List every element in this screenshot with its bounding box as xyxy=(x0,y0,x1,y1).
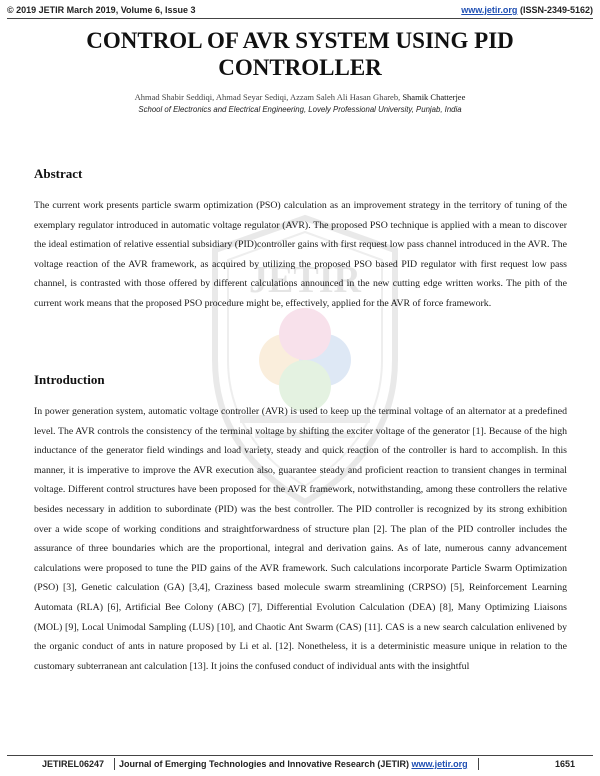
header-url-link[interactable]: www.jetir.org xyxy=(461,5,518,15)
footer-paper-id: JETIREL06247 xyxy=(42,759,105,769)
header-issue-info: © 2019 JETIR March 2019, Volume 6, Issue 3 xyxy=(7,5,196,15)
author-last-name: Shamik Chatterjee xyxy=(402,92,466,102)
author-names: Ahmad Shabir Seddiqi, Ahmad Seyar Sediqi, Azzam Saleh Ali Hasan Ghareb, xyxy=(134,92,401,102)
watermark-text: JETIR xyxy=(249,259,361,301)
footer-divider xyxy=(7,755,593,756)
author-affiliation: School of Electronics and Electrical Engineering, Lovely Professional University, Punjab, India xyxy=(138,105,462,114)
introduction-heading: Introduction xyxy=(34,372,105,387)
footer-page-number: 1651 xyxy=(554,759,575,769)
page-footer xyxy=(7,757,593,771)
paper-title-line-1: CONTROL OF AVR SYSTEM USING PID xyxy=(86,28,514,53)
footer-url-link[interactable]: www.jetir.org xyxy=(411,759,468,769)
header-divider xyxy=(7,18,593,19)
introduction-body: In power generation system, automatic voltage controller (AVR) is used to keep up the terminal voltage of an alternator at a predefined level. The AVR controls the consistency of the terminal voltage by shifting the exciter voltage of the generator [1]. Because of the high inductance of the generator field windings and load variety, steady and quick reaction of the controller is hard to accomplish. In this manner, it is imperative to improve the AVR execution also, guarantee steady and proficient reaction to transient changes in terminal voltage. Different control structures have been proposed for the AVR framework, notwithstanding, among these controllers the relative besides necessary in addition to subordinate (PID) was the best controller. The PID controller is recognized by its strong exhibition over a wide scope of working conditions and straightforwardness of structure plan [2]. The plan of the PID controller includes the assurance of three boundaries which are the proportional, integral and derivation gains. As of late, numerous canny advancement calculations were proposed to tune the PID gains of the AVR framework. Such calculations incorporate Particle Swarm Optimization (PSO) [3], Genetic calculation (GA) [3,4], Craziness based molecule swarm streamlining (CRPSO) [5], Reinforcement Learning Automata (RLA) [6], Artificial Bee Colony (ABC) [7], Differential Evolution Calculation (DEA) [8], Many Optimizing Liaisons (MOL) [9], Local Unimodal Sampling (LUS) [10], and Chaotic Ant Swarm (CAS) [11]. CAS is a new search calculation enlivened by the organic conduct of ants in nature proposed by Li et al. [12]. Nonetheless, it is a deterministic measure unique in relation to the customary subterranean ant calculation [13]. It joins the confused conduct of individual ants with the insightful xyxy=(34,406,567,672)
footer-journal xyxy=(119,759,468,769)
abstract-heading: Abstract xyxy=(34,166,83,181)
abstract-body: The current work presents particle swarm optimization (PSO) calculation as an improvement strategy in the territory of tuning of the exemplary regulator introduced in automatic voltage regulator (AVR). The proposed PSO technique is applied with a mean to discover the ideal estimation of relative essential subsidiary (PID)controller gains with first request low pass channel introduced in the AVR. The voltage reaction of the AVR framework, as acquired by utilizing the proposed PSO based PID regulator with first request low pass channel, is contrasted with those offered by different calculations announced in the new cutting edge written works. The pith of the current work means that the proposed PSO procedure might be, effectively, applied for the AVR of force framework. xyxy=(34,200,567,309)
paper-title xyxy=(20,27,580,81)
author-list xyxy=(20,92,580,103)
footer-separator-2 xyxy=(478,758,479,770)
paper-title-line-2: CONTROLLER xyxy=(218,55,382,80)
header-issn: (ISSN-2349-5162) xyxy=(519,5,593,15)
page-header xyxy=(7,3,593,17)
footer-separator xyxy=(114,758,115,770)
header-journal-id xyxy=(461,5,593,15)
footer-journal-name: Journal of Emerging Technologies and Innovative Research (JETIR) xyxy=(119,759,409,769)
